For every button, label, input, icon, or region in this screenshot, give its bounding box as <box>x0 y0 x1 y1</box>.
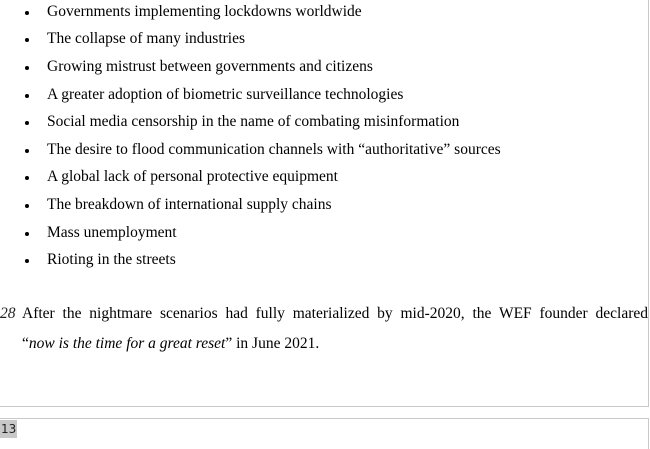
bullet-text: A global lack of personal protective equipment <box>47 168 338 185</box>
bullet-icon <box>25 11 29 15</box>
page-gap <box>0 407 650 418</box>
bullet-icon <box>25 38 29 42</box>
next-page <box>0 418 649 449</box>
open-quote: “ <box>22 335 29 352</box>
bullet-icon <box>25 232 29 236</box>
bullet-icon <box>25 204 29 208</box>
footnote-quote: now is the time for a great reset <box>28 335 226 352</box>
bullet-text: The breakdown of international supply chains <box>47 196 332 213</box>
bullet-icon <box>25 176 29 180</box>
footnote-number: 28 <box>0 305 16 322</box>
footnote-continuation <box>22 334 319 354</box>
bullet-text: Mass unemployment <box>47 224 177 241</box>
bullet-icon <box>25 149 29 153</box>
bullet-icon <box>25 94 29 98</box>
bullet-icon <box>25 66 29 70</box>
page-number: 13 <box>1 422 17 436</box>
footnote-tail: ” in June 2021. <box>225 335 320 352</box>
bullet-icon <box>25 259 29 263</box>
bullet-text: The desire to flood communication channels with “authoritative” sources <box>47 141 501 158</box>
bullet-text: Governments implementing lockdowns worldwide <box>47 3 362 20</box>
bullet-text: A greater adoption of biometric surveillance technologies <box>47 86 404 103</box>
bullet-icon <box>25 121 29 125</box>
footnote-text: After the nightmare scenarios had fully materialized by mid-2020, the WEF founder declared <box>22 305 648 322</box>
bullet-text: Social media censorship in the name of combating misinformation <box>47 113 460 130</box>
bullet-text: Rioting in the streets <box>47 251 176 268</box>
bullet-text: Growing mistrust between governments and citizens <box>47 58 373 75</box>
bullet-text: The collapse of many industries <box>47 30 246 47</box>
